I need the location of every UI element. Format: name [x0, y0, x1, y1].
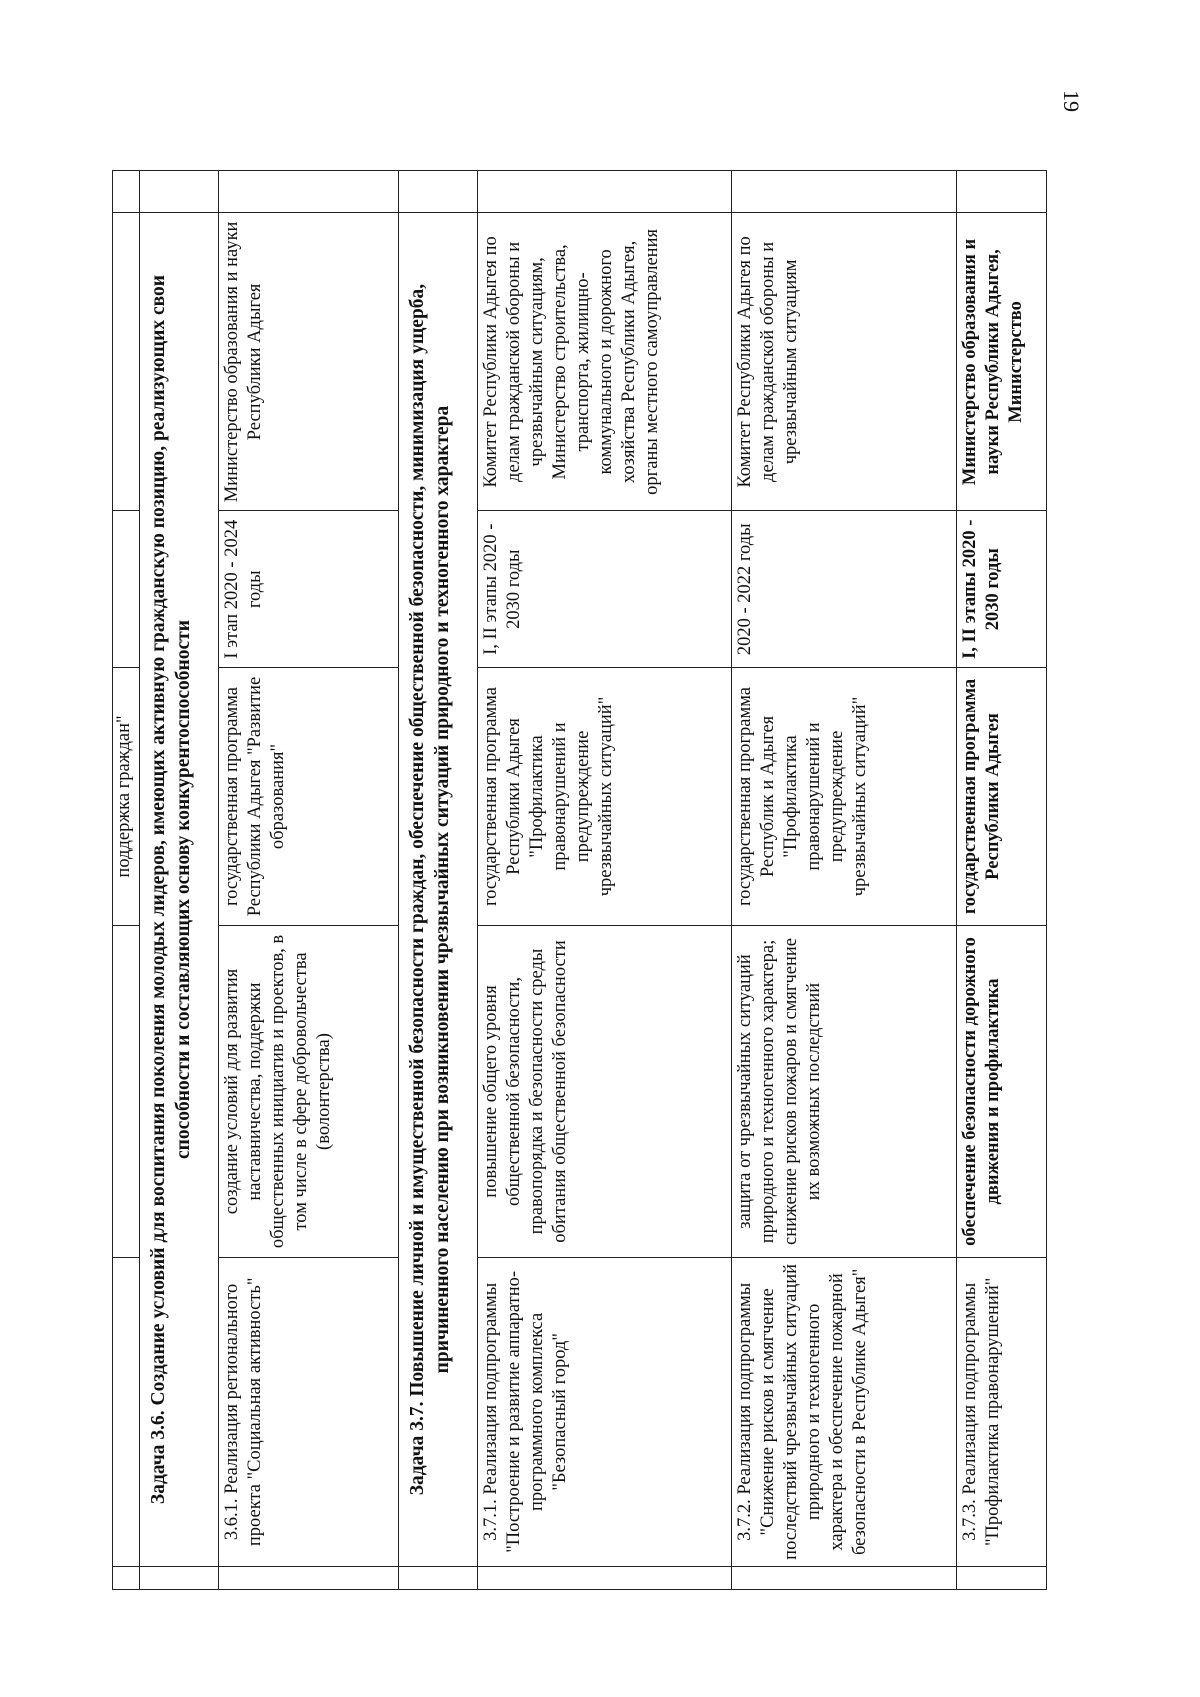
program-cell: государственная программа Республики Адыгея "Развитие образования"	[218, 667, 398, 925]
period-cell: 2020 - 2022 годы	[732, 511, 957, 667]
measure-cell: 3.7.1. Реализация подпрограммы "Построение и развитие аппаратно-программного комплекса "Безопасный город"	[477, 1258, 732, 1567]
goal-cell: повышение общего уровня общественной безопасности, правопорядка и безопасности среды обитания общественной безопасности	[477, 925, 732, 1257]
measure-cell: 3.7.3. Реализация подпрограммы "Профилактика правонарушений"	[957, 1258, 1047, 1567]
measures-table	[112, 170, 1047, 1590]
table-cell-blank	[113, 171, 140, 213]
table-cell-blank	[139, 1566, 218, 1589]
table-cell-top: поддержка граждан"	[113, 667, 140, 925]
period-cell: I этап 2020 - 2024 годы	[218, 511, 398, 667]
executor-cell: Министерство образования и науки Республики Адыгея	[218, 213, 398, 511]
executor-cell: Комитет Республики Адыгея по делам гражданской обороны и чрезвычайным ситуациям	[732, 213, 957, 511]
table-cell-empty	[113, 511, 140, 667]
table-cell-blank	[732, 171, 957, 213]
program-cell: государственная программа Республик и Адыгея "Профилактика правонарушений и предупреждение чрезвычайных ситуаций"	[732, 667, 957, 925]
executor-cell: Министерство образования и науки Республики Адыгея, Министерство	[957, 213, 1047, 511]
measure-cell: 3.6.1. Реализация регионального проекта "Социальная активность"	[218, 1258, 398, 1567]
task-title: Задача 3.6. Создание условий для воспитания поколения молодых лидеров, имеющих активную гражданскую позицию, реализующих свои способности и составляющих основу конкурентоспособности	[139, 213, 218, 1566]
table-cell-blank	[957, 1566, 1047, 1589]
page-number: 19	[1059, 90, 1084, 112]
table-cell-blank	[957, 171, 1047, 213]
table-cell-blank	[218, 1566, 398, 1589]
rotated-page-content	[112, 170, 1047, 1590]
table-cell-blank	[477, 171, 732, 213]
table-cell-blank	[139, 171, 218, 213]
table-cell-blank	[398, 1566, 477, 1589]
measure-cell: 3.7.2. Реализация подпрограммы "Снижение рисков и смягчение последствий чрезвычайных ситуаций природного и техногенного характера и обеспечение пожарной безопасности в Республике Адыгея"	[732, 1258, 957, 1567]
task-row-3-7	[398, 171, 477, 1590]
table-row	[218, 171, 398, 1590]
table-row-continuation	[113, 171, 140, 1590]
period-cell: I, II этапы 2020 - 2030 годы	[477, 511, 732, 667]
table-row	[477, 171, 732, 1590]
period-cell: I, II этапы 2020 - 2030 годы	[957, 511, 1047, 667]
goal-cell: обеспечение безопасности дорожного движения и профилактика	[957, 925, 1047, 1257]
goal-cell: создание условий для развития наставничества, поддержки общественных инициатив и проектов, в том числе в сфере добровольчества (волонтерства)	[218, 925, 398, 1257]
executor-cell: Комитет Республики Адыгея по делам гражданской обороны и чрезвычайным ситуациям, Министерство строительства, транспорта, жилищно-коммунального и дорожного хозяйства Республики Адыгея, органы местного самоуправления	[477, 213, 732, 511]
table-cell-blank	[218, 171, 398, 213]
program-cell: государственная программа Республики Адыгея "Профилактика правонарушений и предупреждение чрезвычайных ситуаций"	[477, 667, 732, 925]
table-cell-empty	[113, 213, 140, 511]
table-cell-empty	[113, 925, 140, 1257]
goal-cell: защита от чрезвычайных ситуаций природного и техногенного характера; снижение рисков пожаров и смягчение их возможных последствий	[732, 925, 957, 1257]
task-row-3-6	[139, 171, 218, 1590]
program-cell: государственная программа Республики Адыгея	[957, 667, 1047, 925]
table-row	[957, 171, 1047, 1590]
table-cell-blank	[477, 1566, 732, 1589]
task-title: Задача 3.7. Повышение личной и имущественной безопасности граждан, обеспечение общественной безопасности, минимизация ущерба, причиненного населению при возникновении чрезвычайных ситуаций природного и техногенного характера	[398, 213, 477, 1566]
table-row	[732, 171, 957, 1590]
table-cell-blank	[113, 1566, 140, 1589]
table-cell-blank	[398, 171, 477, 213]
table-cell-empty	[113, 1258, 140, 1567]
table-cell-blank	[732, 1566, 957, 1589]
